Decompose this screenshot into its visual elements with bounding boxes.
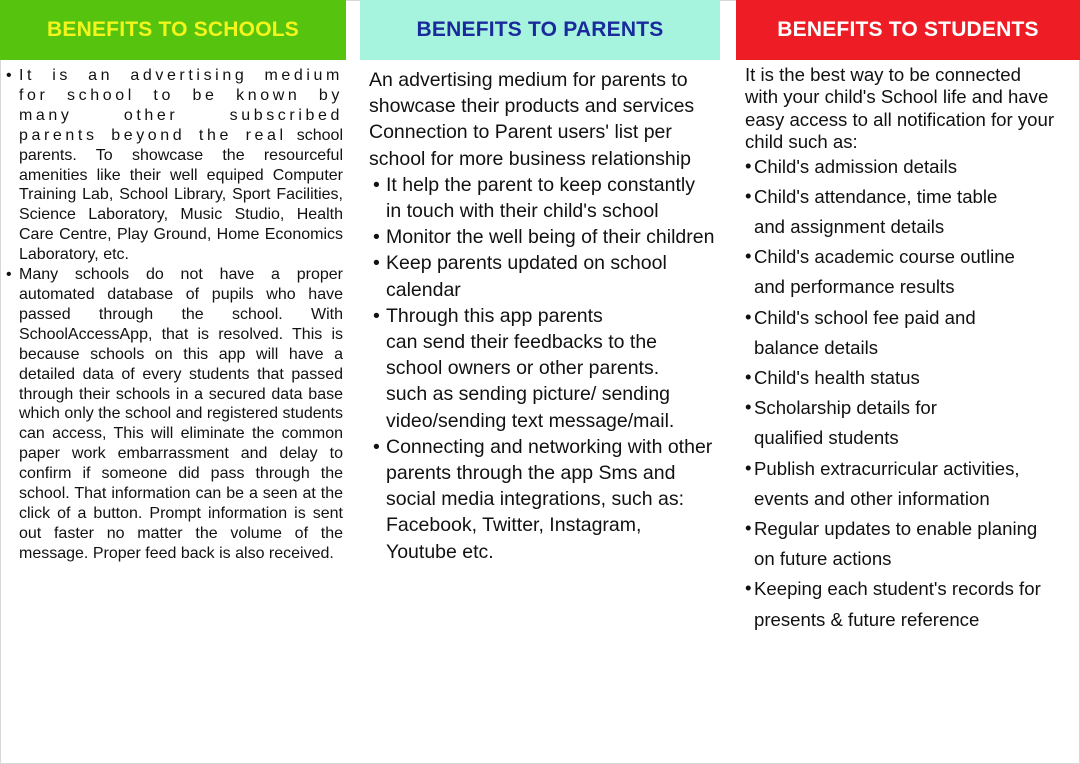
schools-body: [6, 66, 343, 564]
bullet-icon: •: [373, 252, 380, 275]
parents-item-line: Keep parents updated on school: [386, 252, 667, 275]
bullet-icon: •: [745, 154, 752, 176]
students-intro-line: easy access to all notification for your: [745, 108, 1055, 130]
parents-item-line: Youtube etc.: [386, 540, 494, 563]
parents-item-line: It help the parent to keep constantly: [386, 173, 695, 196]
students-item-line: and performance results: [754, 276, 955, 298]
parents-intro-line: school for more business relationship: [369, 147, 691, 170]
students-item-line: Child's admission details: [754, 155, 958, 177]
students-intro-line: It is the best way to be connected: [745, 64, 1021, 85]
students-item-line: Child's attendance, time table: [754, 185, 998, 207]
students-column: [736, 0, 1080, 764]
students-list-item: [745, 454, 1080, 514]
parents-list-item: [369, 224, 724, 250]
bullet-icon: •: [373, 435, 380, 458]
students-item-line: Child's school fee paid and: [754, 306, 976, 328]
parents-item-line: in touch with their child's school: [386, 200, 659, 223]
parents-item-line: school owners or other parents.: [386, 357, 660, 380]
parents-intro-line: Connection to Parent users' list per: [369, 121, 672, 144]
parents-item-line: parents through the app Sms and: [386, 462, 676, 485]
bullet-icon: •: [745, 366, 752, 388]
students-list-item: [745, 182, 1080, 242]
parents-list-item: [369, 434, 724, 565]
schools-item-1-rest: school parents. To showcase the resourceful amenities like their well equiped Computer Training Lab, School Library, Sport Facilities, Science Laboratory, Music Studio, Health Care Centre, Play Ground, Home Economics Laboratory, etc.: [19, 126, 343, 264]
students-list-item: [745, 152, 1080, 182]
students-item-line: Publish extracurricular activities,: [754, 457, 1020, 479]
bullet-icon: •: [745, 517, 752, 539]
parents-item-line: Facebook, Twitter, Instagram,: [386, 514, 642, 537]
schools-item-2-text: Many schools do not have a proper automated database of pupils who have passed through the school. With SchoolAccessApp, that is resolved. This is because schools on this app will have a detailed data of every students that passed through their schools in a secured data base which only the school and registered students can access, This will eliminate the common paper work embarrassment and delay to confirm if someone did pass through the school. That information can be a seen at the click of a button. Prompt information is sent out faster no matter the volume of the message. Proper feed back is also received.: [19, 266, 343, 562]
students-intro-line: child such as:: [745, 131, 858, 153]
parents-item-line: Monitor the well being of their children: [386, 226, 715, 249]
schools-item-2: [6, 265, 343, 564]
parents-column: [360, 0, 720, 764]
parents-body: [369, 67, 724, 565]
students-item-line: Keeping each student's records for: [754, 578, 1041, 600]
bullet-icon: •: [745, 184, 752, 206]
parents-item-line: can send their feedbacks to the: [386, 331, 658, 354]
schools-header: BENEFITS TO SCHOOLS: [0, 0, 346, 60]
students-item-line: Regular updates to enable planing: [754, 518, 1038, 540]
students-list-item: [745, 514, 1080, 574]
parents-list-item: [369, 303, 724, 434]
students-intro-line: with your child's School life and have: [745, 86, 1049, 108]
students-item-line: Scholarship details for: [754, 397, 937, 419]
bullet-icon: •: [373, 173, 380, 196]
bullet-icon: •: [6, 266, 12, 284]
students-intro: [745, 64, 1080, 154]
parents-intro-line: showcase their products and services: [369, 95, 695, 118]
bullet-icon: •: [745, 245, 752, 267]
students-item-line: and assignment details: [754, 216, 945, 238]
students-list-item: [745, 393, 1080, 453]
students-item-line: events and other information: [754, 487, 990, 509]
bullet-icon: •: [373, 226, 380, 249]
schools-column: [0, 0, 346, 764]
parents-item-line: social media integrations, such as:: [386, 488, 685, 511]
students-list-item: [745, 303, 1080, 363]
students-list-item: [745, 574, 1080, 634]
bullet-icon: •: [745, 456, 752, 478]
parents-item-line: Connecting and networking with other: [386, 435, 713, 458]
students-item-line: presents & future reference: [754, 608, 980, 630]
parents-item-line: calendar: [386, 278, 461, 301]
parents-item-line: video/sending text message/mail.: [386, 409, 675, 432]
parents-header: BENEFITS TO PARENTS: [360, 0, 720, 60]
bullet-icon: •: [6, 67, 12, 84]
parents-item-line: such as sending picture/ sending: [386, 383, 671, 406]
parents-list-item: [369, 250, 724, 302]
students-item-line: Child's academic course outline: [754, 246, 1015, 268]
schools-item-1: [6, 66, 343, 265]
parents-intro-line: An advertising medium for parents to: [369, 69, 688, 91]
students-item-line: Child's health status: [754, 367, 920, 389]
bullet-icon: •: [745, 305, 752, 327]
schools-item-1-lead: It is an advertising medium for school to be known by many other subscribed parents beyond the real: [19, 67, 343, 144]
bullet-icon: •: [745, 577, 752, 599]
students-item-line: on future actions: [754, 548, 892, 570]
students-item-line: balance details: [754, 336, 879, 358]
students-item-line: qualified students: [754, 427, 899, 449]
parents-item-line: Through this app parents: [386, 304, 603, 327]
bullet-icon: •: [745, 396, 752, 418]
students-header: BENEFITS TO STUDENTS: [736, 0, 1080, 60]
parents-list-item: [369, 172, 724, 224]
students-list: [745, 152, 1080, 635]
students-list-item: [745, 242, 1080, 302]
students-list-item: [745, 363, 1080, 393]
bullet-icon: •: [373, 304, 380, 327]
students-body: [745, 64, 1080, 635]
